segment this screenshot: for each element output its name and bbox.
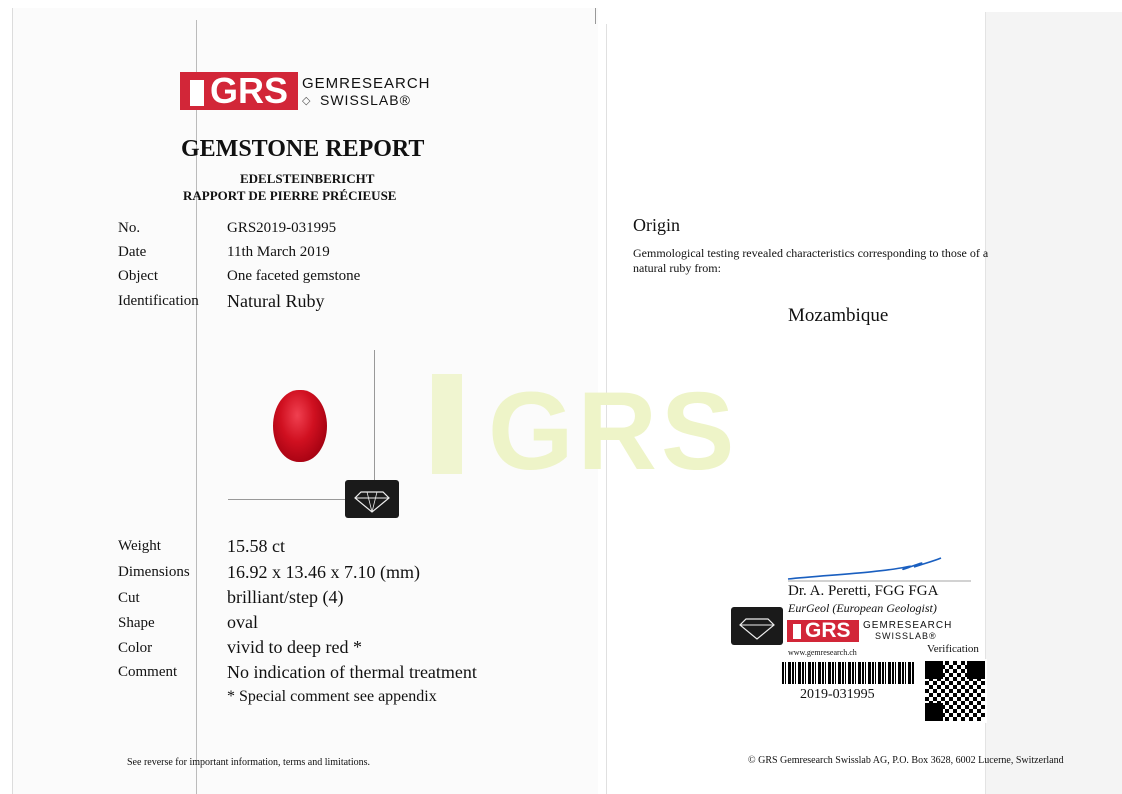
label-identification: Identification xyxy=(118,293,199,309)
origin-country: Mozambique xyxy=(788,305,889,326)
label-date: Date xyxy=(118,244,147,260)
ruby-photo xyxy=(273,390,327,462)
value-shape: oval xyxy=(227,612,258,632)
value-identification: Natural Ruby xyxy=(227,291,325,311)
footer-copyright: © GRS Gemresearch Swisslab AG, P.O. Box 3628, 6002 Lucerne, Switzerland xyxy=(748,755,1064,766)
logo-line2: SWISSLAB® xyxy=(320,92,411,108)
signer-name: Dr. A. Peretti, FGG FGA xyxy=(788,583,939,599)
photo-guide-vertical xyxy=(374,350,375,500)
value-comment: No indication of thermal treatment xyxy=(227,662,477,682)
grs-logo-mark: GRS xyxy=(180,72,298,110)
grs-logo xyxy=(180,72,430,112)
label-number: No. xyxy=(118,220,141,236)
barcode-icon xyxy=(782,662,914,684)
verification-label: Verification xyxy=(927,643,979,655)
value-cut: brilliant/step (4) xyxy=(227,587,344,607)
back-sheet xyxy=(985,12,1122,794)
verification-number: 2019-031995 xyxy=(800,687,875,702)
origin-text: Gemmological testing revealed characteristics corresponding to those of a natural ruby from: xyxy=(633,246,989,275)
report-title: GEMSTONE REPORT xyxy=(181,136,425,162)
label-dimensions: Dimensions xyxy=(118,564,190,580)
label-object: Object xyxy=(118,268,158,284)
origin-heading: Origin xyxy=(633,215,680,235)
grs-logo-small xyxy=(787,619,953,644)
label-weight: Weight xyxy=(118,538,161,554)
subtitle-de: EDELSTEINBERICHT xyxy=(240,171,375,186)
hologram-badge-right xyxy=(731,607,783,645)
value-color: vivid to deep red * xyxy=(227,637,362,657)
diamond-icon xyxy=(731,607,783,645)
value-date: 11th March 2019 xyxy=(227,244,330,260)
page-divider xyxy=(595,8,596,24)
value-object: One faceted gemstone xyxy=(227,268,361,284)
logo-small-line1: GEMRESEARCH xyxy=(863,620,953,631)
label-shape: Shape xyxy=(118,615,155,631)
subtitle-fr: RAPPORT DE PIERRE PRÉCIEUSE xyxy=(183,188,397,203)
logo-small-line2: SWISSLAB® xyxy=(875,631,937,641)
label-color: Color xyxy=(118,640,153,656)
logo-line1: GEMRESEARCH xyxy=(302,75,431,92)
special-comment: * Special comment see appendix xyxy=(227,688,437,705)
website-link[interactable]: www.gemresearch.ch xyxy=(788,648,857,657)
label-cut: Cut xyxy=(118,590,140,606)
grs-watermark: GRS xyxy=(432,368,738,495)
signer-title: EurGeol (European Geologist) xyxy=(788,601,937,615)
qr-code-icon[interactable] xyxy=(923,659,987,723)
diamond-icon xyxy=(345,480,399,518)
diamond-icon: ◇ xyxy=(302,95,311,107)
signature-scribble xyxy=(786,555,976,585)
footer-terms: See reverse for important information, terms and limitations. xyxy=(127,757,370,768)
hologram-badge xyxy=(345,480,399,518)
value-number: GRS2019-031995 xyxy=(227,220,337,236)
label-comment: Comment xyxy=(118,664,178,680)
value-dimensions: 16.92 x 13.46 x 7.10 (mm) xyxy=(227,562,420,582)
grs-logo-mark-small: GRS xyxy=(787,620,859,642)
value-weight: 15.58 ct xyxy=(227,536,285,556)
photo-guide-horizontal xyxy=(228,499,348,500)
